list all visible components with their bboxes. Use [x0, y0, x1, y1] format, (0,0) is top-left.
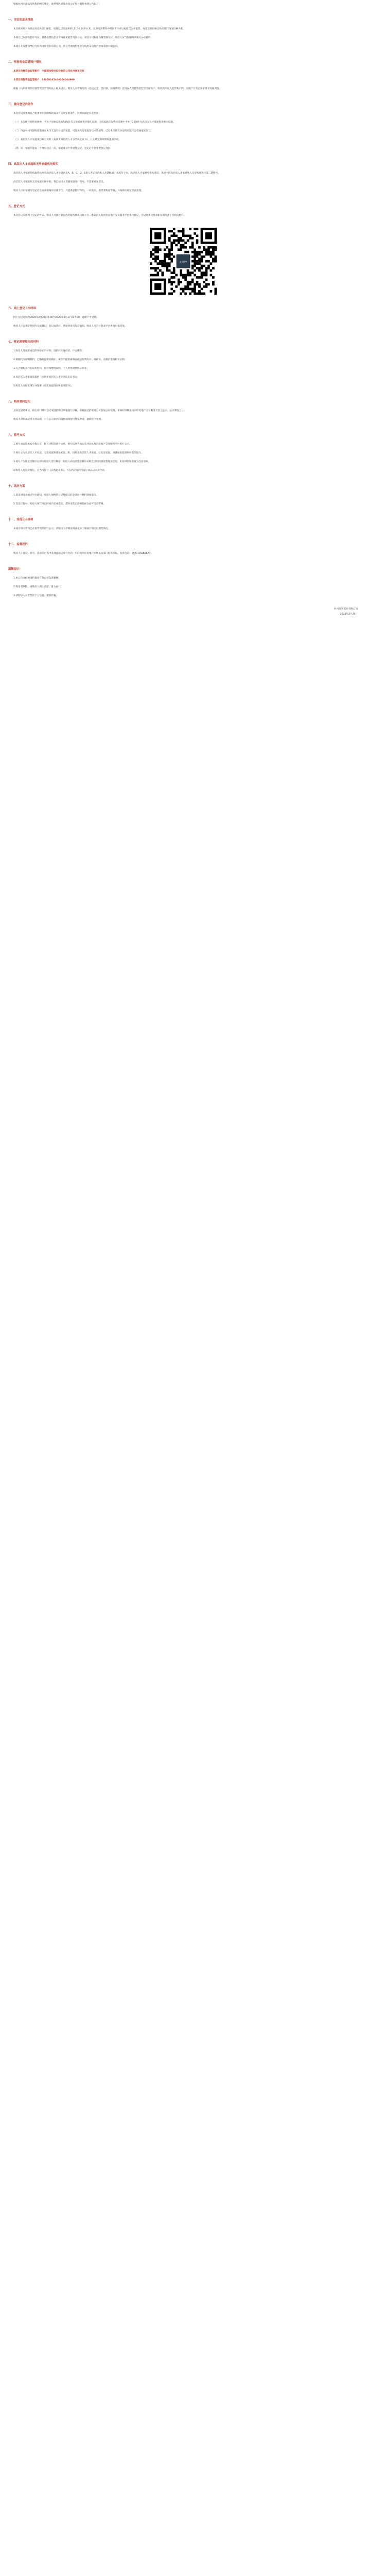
section-title: 四、高层次人才家庭和无房家庭优先购买: [8, 163, 59, 166]
section-paragraph: （四）同一家庭只能以一个身份登记一次，家庭成员不得重复登记，登记后不得变更登记身份。: [13, 147, 113, 150]
section-paragraph: 1.选房时间及地点另行通知，购房人须携带登记时提交的全部原件材料到场选房。: [13, 494, 99, 497]
section-paragraph: 高层次人才家庭和无房家庭未摇中的，将自动进入普通家庭进行摇号，不需要重复登记。: [13, 181, 106, 183]
section-complaints: [8, 542, 358, 556]
section-other-notices: [8, 517, 358, 532]
section-paragraph: 高层次人才家庭是指取得杭州市高层次人才分类认定A、B、C、D、E类人才证书的本人及其配偶、未成年子女。高层次人才家庭可优先选房，未摇中的高层次人才家庭进入无房家庭进行第二轮摇号。: [13, 172, 220, 175]
section-paragraph: 4.购房人选定房源后，应当场签订《认购协议书》，并在约定时间内签订商品房买卖合同。: [13, 469, 107, 472]
section-paragraph: 3.符合限购条件的证明材料，如社保缴纳证明、个人所得税缴纳证明等；: [13, 367, 89, 370]
section-paragraph: 3.摇号产生的选房顺序号即为购房人选房顺序，购房人应按照选房顺序号和选房时间到销售现场选房，未按时到场的视为自动放弃。: [13, 461, 151, 463]
section-title: 九、摇号方式: [8, 434, 25, 437]
section-paragraph: （三）高层次人才家庭须持有有效的《杭州市高层次人才分类认定证书》，并在认定有效期内提出申请。: [13, 139, 121, 141]
escrow-account-number: 本项目预售资金监管账户：33050162480000004999: [13, 79, 75, 81]
section-eligibility: [8, 102, 358, 151]
qr-code-image: [150, 228, 217, 295]
section-selection-plan: [8, 484, 358, 507]
section-paragraph: 本项目相关资料已在销售现场进行公示，请购房人仔细查阅并充分了解项目情况后理性购房。: [13, 528, 111, 530]
section-title: 温馨提示：: [8, 568, 22, 571]
section-paragraph: 2.选房过程中，购房人须在规定时间内完成选房，超时未选定房源的视为放弃选房资格。: [13, 503, 106, 505]
section-title: 十二、监督投诉: [8, 543, 28, 546]
intro-block: [8, 2, 358, 7]
section-paragraph: 购房人应在规定时间内完成登记，登记成功后，系统将发送短信通知，购房人可自行登录平台查询审核进度。: [13, 325, 127, 328]
section-title: 八、购房意向登记: [8, 400, 31, 403]
section-intent-registration: [8, 399, 358, 422]
section-paragraph: 1.摇号由公证机构全程公证，摇号过程向社会公开，摇号结果当场公布并在杭州市房地产交易服务平台进行公示。: [13, 443, 132, 446]
escrow-bank: 本项目预售资金监管银行：中国建设银行股份有限公司杭州城东支行: [13, 70, 84, 73]
section-registration-time: [8, 306, 358, 329]
section-required-materials: [8, 340, 358, 389]
section-paragraph: 本次登记采用网上登记的方式，购房人可通过浙江政务服务网或扫描下方二维码进入杭州市房地产交易服务平台进行登记，登记时须按要求如实填写并上传相关材料。: [13, 214, 186, 217]
section-paragraph: 购房人应如实填写登记信息并承担相应法律责任，凡提供虚假材料的，一经查实，取消其购房资格，并按相关规定予以处理。: [13, 190, 144, 192]
section-paragraph: （一）本次摇号销售房源中，不少于房源总数的50%作为无房家庭优先购买房源，无房家庭优先购买房源中不少于20%作为高层次人才家庭优先购买房源。: [13, 121, 176, 124]
section-paragraph: 1.购房人及家庭成员的身份证明材料，包括居民身份证、户口簿等；: [13, 350, 84, 352]
section-title: 三、意向登记的条件: [8, 103, 33, 106]
qr-center-logo-text: 进入杭州: [179, 261, 187, 263]
signature-company: 杭州康和置业有限公司: [334, 608, 358, 611]
section-paragraph: 根据《杭州市商品房预售资金管理办法》相关规定，购房人应将购房款（包括定金、首付款、按揭贷款）直接存入预售资金监管专用账户，购房款未存入监管账户的，房地产开发企业不得交付或网签。: [13, 88, 222, 90]
section-title: 七、登记需要提交的材料: [8, 341, 39, 344]
section-registration-method: [8, 204, 358, 295]
section-escrow-account: [8, 60, 358, 92]
section-paragraph: 本次登记对象须符合杭州市住房限购政策及有关规定的条件，同时须满足以下要求：: [13, 112, 101, 115]
section-paragraph: 3.请购房人妥善保管个人信息，谨防诈骗。: [13, 595, 59, 597]
section-priority: [8, 162, 358, 194]
section-title: 二、预售资金监管账户情况: [8, 61, 42, 64]
section-project-info: [8, 18, 358, 49]
section-title: 十一、其他公示事项: [8, 518, 33, 521]
signature-block: [8, 607, 358, 617]
section-reminder: [8, 567, 358, 599]
section-title: 十、选房方案: [8, 485, 25, 488]
section-paragraph: 购房人对审核结果有异议的，可在公示期内向销售现场提出复核申请，逾期不予受理。: [13, 418, 103, 421]
section-paragraph: 网上登记时间为2025年2月25日9:00至2025年2月27日17:00，逾期不予受理。: [13, 316, 99, 319]
section-title: 一、项目的基本情况: [8, 19, 33, 22]
section-paragraph: 本次摇号项目为商品住房共计108套，项目总建筑面积约11154.24平方米。房源承诺将在办理预售许可后按批次公开销售，每套房源价格以物价部门备案价格为准。: [13, 28, 185, 30]
section-title: 五、登记方式: [8, 205, 25, 208]
section-paragraph: 2.购房有风险，请购房人理性购房，量力而行。: [13, 586, 63, 588]
section-paragraph: 5.购房人应如实填写并签署《购房家庭情况申报承诺书》。: [13, 385, 74, 387]
section-paragraph: 1.本公告由杭州康和置业有限公司负责解释。: [13, 577, 61, 580]
section-paragraph: 购房人在登记、摇号、选房等过程中发现违法违规行为的，可向杭州市房地产市场监管部门投诉举报。投诉电话：0571-85866677。: [13, 552, 153, 555]
section-lottery-method: [8, 433, 358, 473]
section-paragraph: 2.摇号分为高层次人才家庭、无房家庭和普通家庭三组，按照先高层次人才家庭、后无房家庭、再普通家庭的顺序依次进行。: [13, 452, 144, 454]
section-paragraph: 2.婚姻状况证明材料，已婚的提供结婚证，离异的提供离婚证或法院判决书、调解书，丧偶的提供相关证明；: [13, 359, 127, 361]
signature-date: 2025年2月24日: [340, 613, 358, 616]
section-paragraph: 意向登记结束后，相关部门将对登记家庭的购房资格进行审核，审核通过的家庭方可参加公证摇号。审核结果将在杭州市房地产交易服务平台上公示，公示期为三日。: [13, 410, 186, 412]
section-paragraph: （二）符合杭州市限购政策且在本市无自有住房的家庭，可作为无房家庭参与本次摇号；已在本市拥有住房的家庭作为普通家庭参与。: [13, 130, 153, 132]
intro-paragraph: 根据杭州市商品房销售的相关规定，现对我区商品住房公证摇号销售事项公告如下：: [13, 3, 101, 6]
section-paragraph: 4.高层次人才家庭需提供《杭州市高层次人才分类认定证书》；: [13, 376, 79, 379]
section-paragraph: 本项目已取得预售许可证，具体房源信息及价格详见销售现场公示。项目交付标准为精装修交付，购房人应当仔细阅读相关公示资料。: [13, 37, 153, 39]
section-title: 六、网上登记工作时间: [8, 307, 36, 310]
section-paragraph: 本项目开发建设单位为杭州康和置业有限公司，项目代理销售单位为杭州某房地产营销策划有限公司。: [13, 45, 120, 48]
qr-code[interactable]: [150, 228, 217, 295]
document-body: [8, 2, 358, 617]
